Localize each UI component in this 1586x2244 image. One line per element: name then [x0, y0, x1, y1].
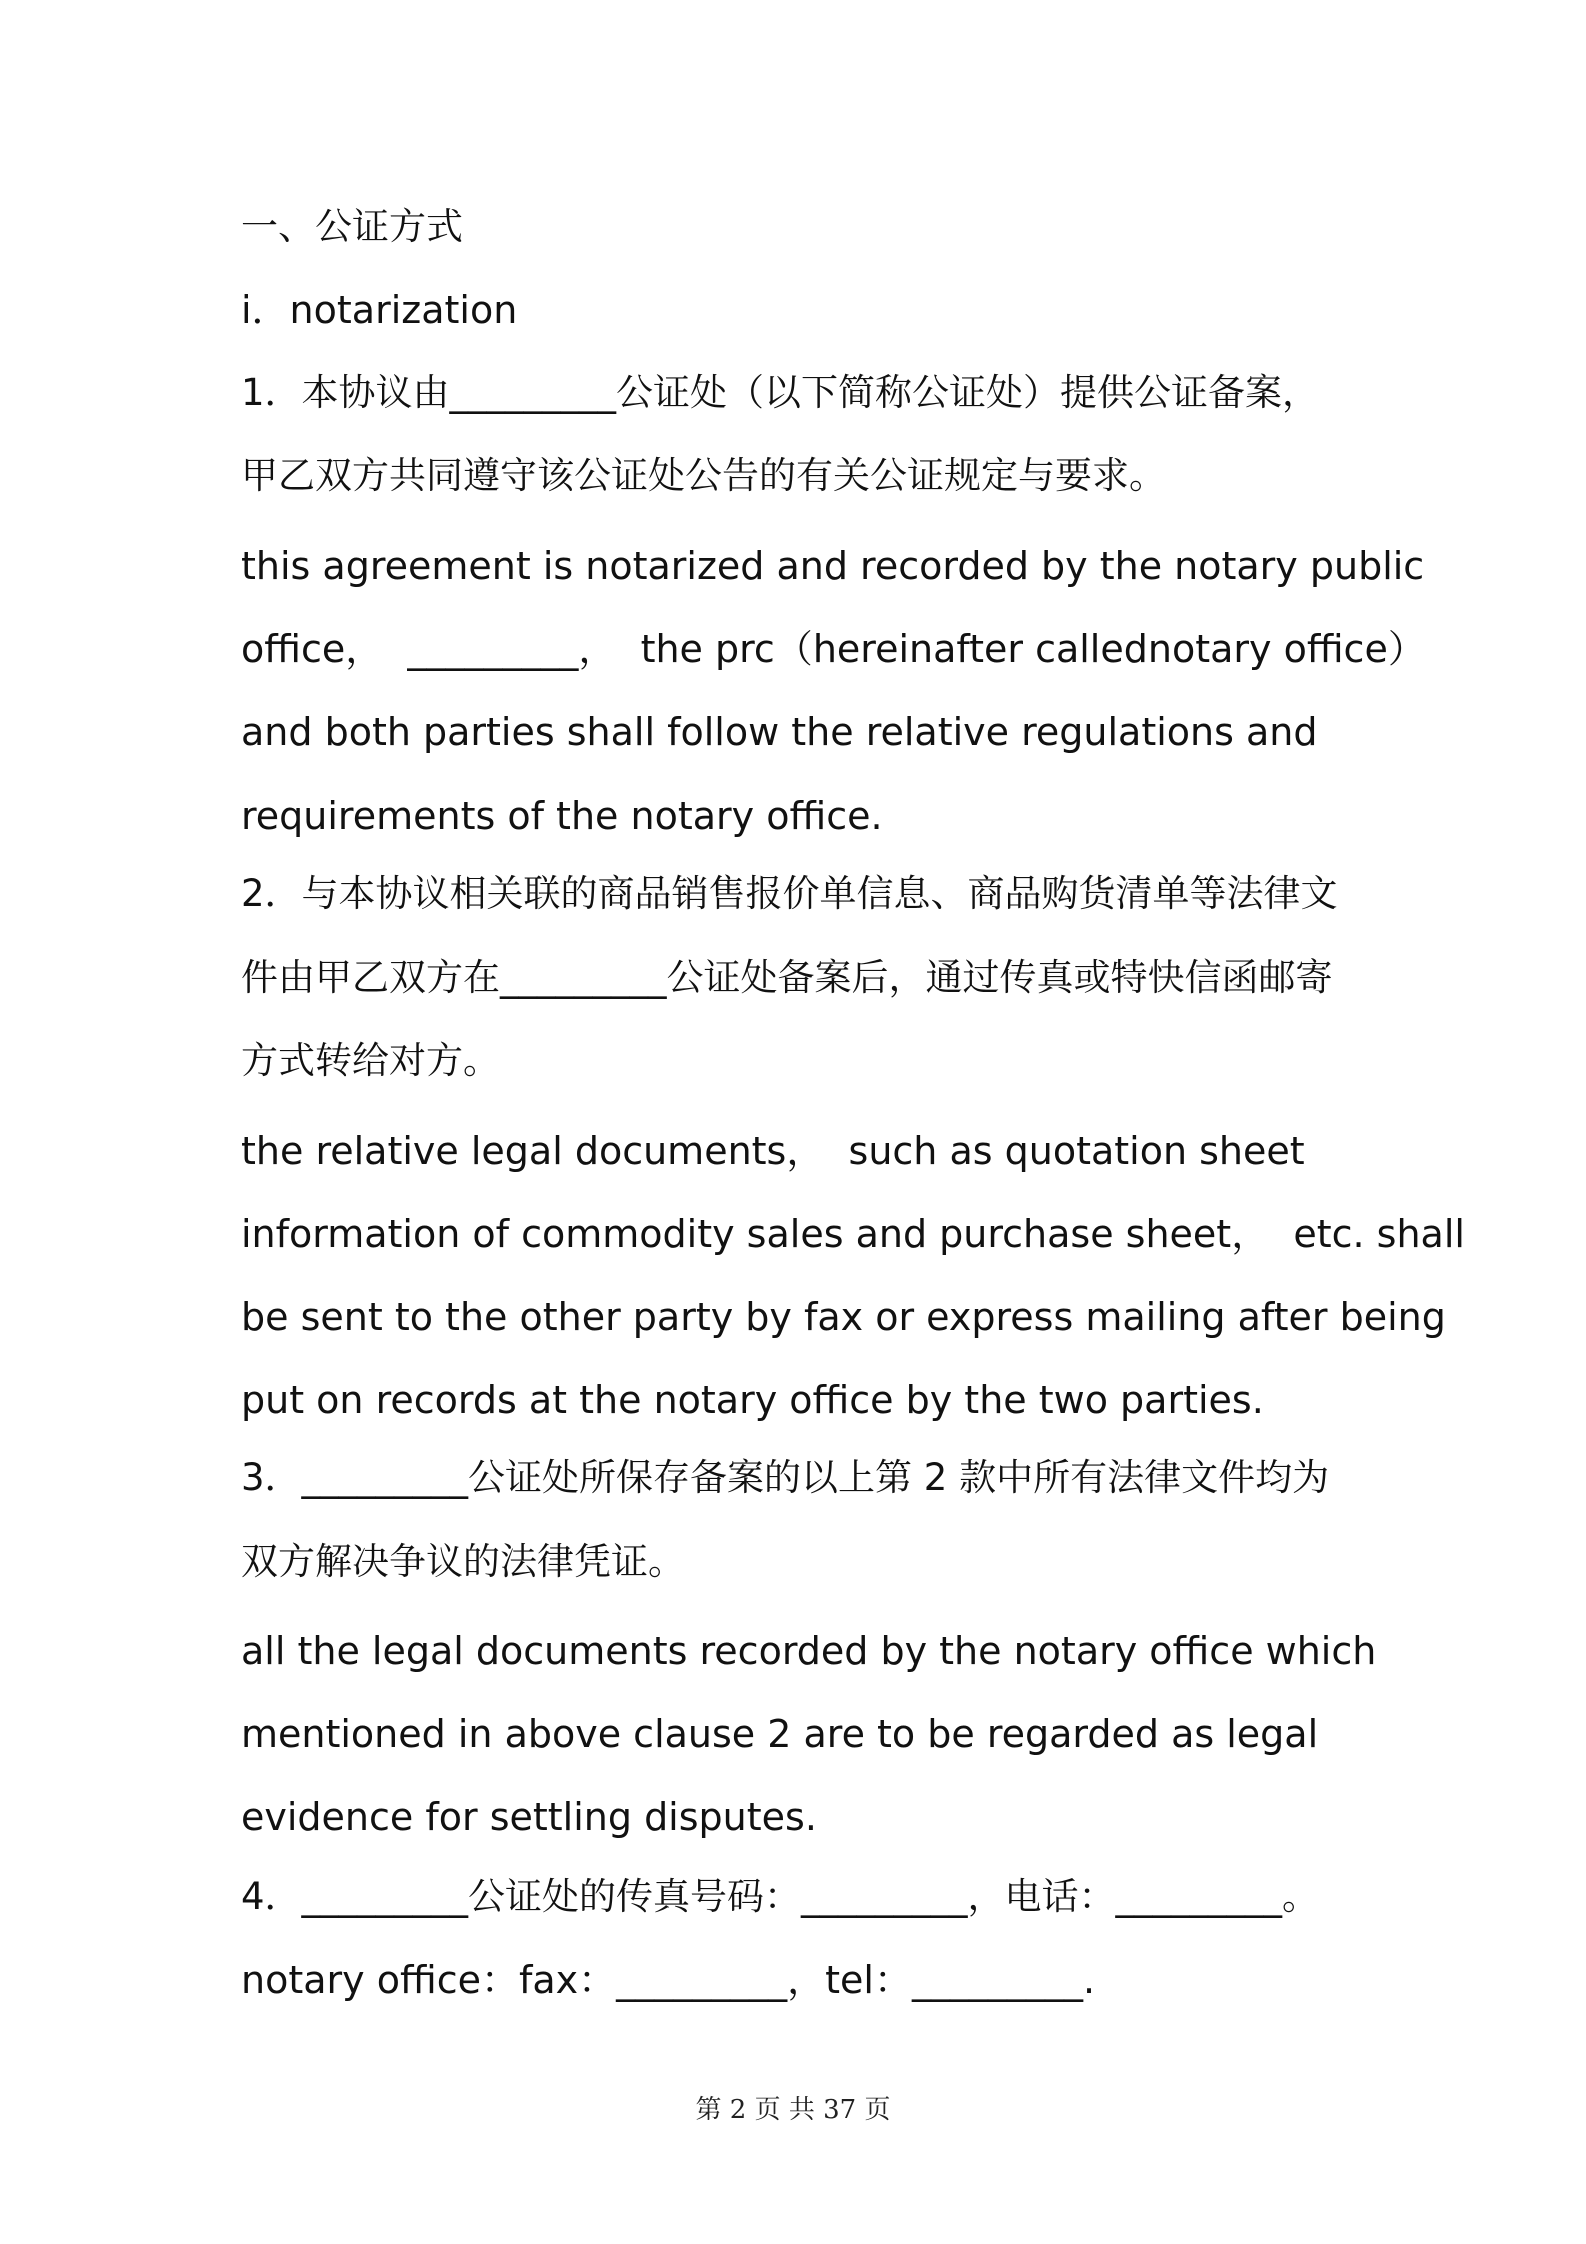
clause-3-en-line-2: mentioned in above clause 2 are to be regarded as legal [241, 1712, 1319, 1756]
clause-2-en-line-4: put on records at the notary office by the two parties. [241, 1378, 1264, 1422]
clause-3-zh-line-1: 3．_________公证处所保存备案的以上第 2 款中所有法律文件均为 [241, 1456, 1330, 1499]
clause-1-en-line-4: requirements of the notary office. [241, 794, 883, 838]
clause-2-en-line-1: the relative legal documents， such as quotation sheet [241, 1129, 1305, 1173]
clause-1-zh-line-1: 1．本协议由_________公证处（以下简称公证处）提供公证备案， [241, 371, 1320, 414]
clause-2-en-line-2: information of commodity sales and purchase sheet， etc. shall [241, 1212, 1465, 1256]
clause-1-en-line-2: office， _________， the prc（hereinafter callednotary office） [241, 627, 1426, 671]
section-heading-en: i．notarization [241, 288, 518, 332]
clause-1-zh-line-2: 甲乙双方共同遵守该公证处公告的有关公证规定与要求。 [241, 454, 1166, 497]
clause-2-zh-line-1: 2．与本协议相关联的商品销售报价单信息、商品购货清单等法律文 [241, 872, 1338, 915]
clause-1-en-line-1: this agreement is notarized and recorded by the notary public [241, 544, 1425, 588]
clause-3-zh-line-2: 双方解决争议的法律凭证。 [241, 1540, 685, 1583]
clause-2-en-line-3: be sent to the other party by fax or express mailing after being [241, 1295, 1446, 1339]
clause-3-en-line-3: evidence for settling disputes. [241, 1795, 817, 1839]
clause-1-en-line-3: and both parties shall follow the relative regulations and [241, 710, 1318, 754]
page-number-footer: 第 2 页 共 37 页 [695, 2095, 891, 2125]
section-heading: 一、公证方式 [241, 205, 463, 248]
clause-4-zh-line-1: 4．_________公证处的传真号码：_________，电话：_________。 [241, 1875, 1320, 1918]
clause-2-zh-line-2: 件由甲乙双方在_________公证处备案后，通过传真或特快信函邮寄 [241, 956, 1333, 999]
clause-4-en-line-1: notary office：fax：_________，tel：_________. [241, 1958, 1096, 2002]
clause-2-zh-line-3: 方式转给对方。 [241, 1039, 500, 1082]
clause-3-en-line-1: all the legal documents recorded by the notary office which [241, 1629, 1377, 1673]
